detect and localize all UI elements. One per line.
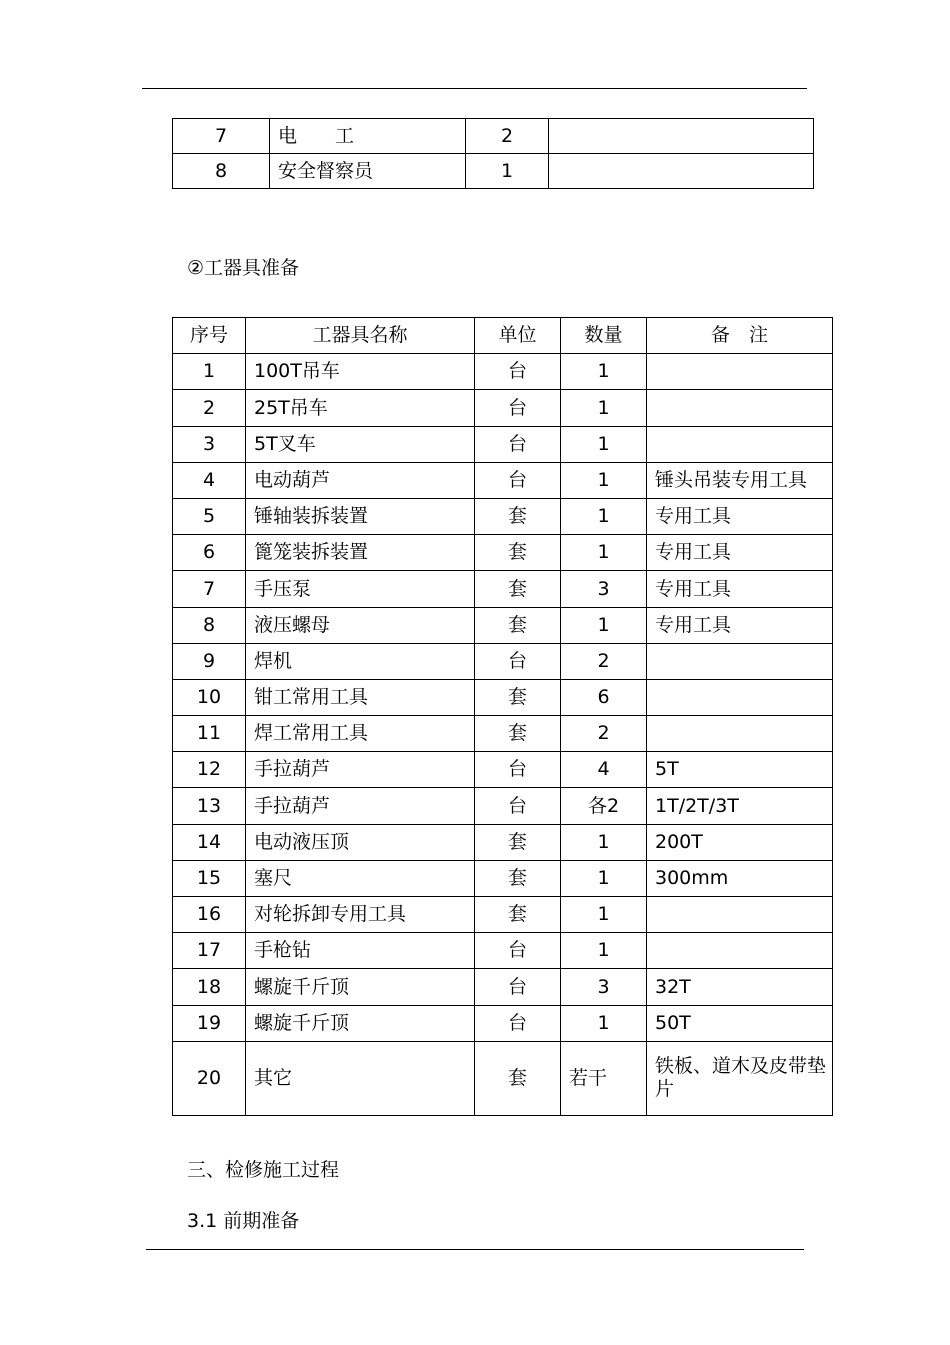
cell-note — [647, 716, 833, 752]
cell-qty: 1 — [561, 897, 647, 933]
cell-no: 3 — [173, 426, 246, 462]
cell-qty: 1 — [561, 535, 647, 571]
cell-note — [647, 354, 833, 390]
cell-name: 塞尺 — [246, 860, 475, 896]
cell-qty: 1 — [561, 860, 647, 896]
table-row — [173, 119, 814, 154]
cell-unit: 套 — [475, 897, 561, 933]
table-row — [173, 498, 833, 534]
cell-qty: 若干 — [561, 1041, 647, 1115]
cell-qty: 1 — [561, 498, 647, 534]
cell-no: 7 — [173, 119, 270, 154]
cell-note: 32T — [647, 969, 833, 1005]
table-row — [173, 607, 833, 643]
cell-qty: 1 — [561, 607, 647, 643]
cell-unit: 套 — [475, 571, 561, 607]
cell-name: 手枪钻 — [246, 933, 475, 969]
cell-name: 手拉葫芦 — [246, 788, 475, 824]
table-row — [173, 933, 833, 969]
cell-name: 手拉葫芦 — [246, 752, 475, 788]
cell-note — [647, 426, 833, 462]
tool-table-body — [173, 354, 833, 1116]
table-row — [173, 1041, 833, 1115]
cell-no: 17 — [173, 933, 246, 969]
cell-note: 铁板、道木及皮带垫片 — [647, 1041, 833, 1115]
cell-count: 1 — [466, 154, 549, 189]
prep-subsection-heading: 3.1 前期准备 — [187, 1210, 300, 1232]
cell-unit: 套 — [475, 498, 561, 534]
cell-note: 300mm — [647, 860, 833, 896]
cell-note — [647, 643, 833, 679]
cell-name: 手压泵 — [246, 571, 475, 607]
cell-name: 25T吊车 — [246, 390, 475, 426]
cell-unit: 套 — [475, 607, 561, 643]
cell-note: 锤头吊装专用工具 — [647, 462, 833, 498]
header-note: 备 注 — [647, 318, 833, 354]
cell-qty: 1 — [561, 933, 647, 969]
cell-note: 专用工具 — [647, 607, 833, 643]
footer-rule — [146, 1249, 804, 1250]
cell-no: 14 — [173, 824, 246, 860]
cell-unit: 台 — [475, 643, 561, 679]
cell-name: 其它 — [246, 1041, 475, 1115]
cell-note: 专用工具 — [647, 571, 833, 607]
cell-no: 2 — [173, 390, 246, 426]
cell-name: 电 工 — [270, 119, 466, 154]
tool-table-header-row — [173, 318, 833, 354]
cell-unit: 套 — [475, 535, 561, 571]
cell-name: 钳工常用工具 — [246, 679, 475, 715]
table-row — [173, 969, 833, 1005]
cell-name: 液压螺母 — [246, 607, 475, 643]
table-row — [173, 897, 833, 933]
table-row — [173, 752, 833, 788]
cell-qty: 1 — [561, 426, 647, 462]
cell-name: 焊机 — [246, 643, 475, 679]
cell-no: 6 — [173, 535, 246, 571]
cell-unit: 台 — [475, 788, 561, 824]
cell-note: 200T — [647, 824, 833, 860]
cell-unit: 台 — [475, 752, 561, 788]
header-unit: 单位 — [475, 318, 561, 354]
cell-qty: 3 — [561, 969, 647, 1005]
cell-qty: 1 — [561, 1005, 647, 1041]
cell-qty: 2 — [561, 643, 647, 679]
cell-no: 15 — [173, 860, 246, 896]
table-row — [173, 571, 833, 607]
header-rule — [142, 88, 807, 89]
personnel-table — [172, 118, 814, 189]
cell-note — [647, 679, 833, 715]
cell-note: 1T/2T/3T — [647, 788, 833, 824]
cell-no: 8 — [173, 607, 246, 643]
cell-no: 10 — [173, 679, 246, 715]
header-no: 序号 — [173, 318, 246, 354]
table-row — [173, 426, 833, 462]
header-name: 工器具名称 — [246, 318, 475, 354]
cell-no: 7 — [173, 571, 246, 607]
cell-unit: 台 — [475, 462, 561, 498]
cell-no: 4 — [173, 462, 246, 498]
cell-qty: 1 — [561, 354, 647, 390]
cell-note — [647, 390, 833, 426]
cell-note: 50T — [647, 1005, 833, 1041]
cell-unit: 台 — [475, 390, 561, 426]
cell-count: 2 — [466, 119, 549, 154]
tool-table — [172, 317, 833, 1116]
cell-unit: 台 — [475, 426, 561, 462]
table-row — [173, 535, 833, 571]
cell-note — [647, 933, 833, 969]
table-row — [173, 716, 833, 752]
table-row — [173, 462, 833, 498]
cell-name: 安全督察员 — [270, 154, 466, 189]
cell-name: 螺旋千斤顶 — [246, 969, 475, 1005]
cell-qty: 3 — [561, 571, 647, 607]
process-section-heading: 三、检修施工过程 — [187, 1159, 340, 1181]
cell-unit: 套 — [475, 716, 561, 752]
cell-qty: 1 — [561, 824, 647, 860]
cell-name: 螺旋千斤顶 — [246, 1005, 475, 1041]
table-row — [173, 860, 833, 896]
cell-unit: 台 — [475, 969, 561, 1005]
cell-qty: 6 — [561, 679, 647, 715]
cell-no: 9 — [173, 643, 246, 679]
cell-note: 专用工具 — [647, 535, 833, 571]
cell-note — [549, 119, 814, 154]
cell-no: 1 — [173, 354, 246, 390]
cell-name: 电动葫芦 — [246, 462, 475, 498]
cell-no: 12 — [173, 752, 246, 788]
cell-unit: 台 — [475, 933, 561, 969]
cell-unit: 套 — [475, 679, 561, 715]
cell-no: 16 — [173, 897, 246, 933]
cell-no: 11 — [173, 716, 246, 752]
table-row — [173, 154, 814, 189]
table-row — [173, 679, 833, 715]
header-qty: 数量 — [561, 318, 647, 354]
table-row — [173, 390, 833, 426]
cell-no: 5 — [173, 498, 246, 534]
cell-qty: 1 — [561, 462, 647, 498]
table-row — [173, 824, 833, 860]
personnel-table-body — [173, 119, 814, 189]
cell-note — [549, 154, 814, 189]
table-row — [173, 643, 833, 679]
cell-name: 焊工常用工具 — [246, 716, 475, 752]
cell-unit: 套 — [475, 824, 561, 860]
cell-name: 锤轴装拆装置 — [246, 498, 475, 534]
cell-name: 电动液压顶 — [246, 824, 475, 860]
cell-unit: 台 — [475, 354, 561, 390]
cell-name: 5T叉车 — [246, 426, 475, 462]
cell-note — [647, 897, 833, 933]
cell-unit: 套 — [475, 1041, 561, 1115]
cell-no: 20 — [173, 1041, 246, 1115]
tool-section-heading: ②工器具准备 — [187, 257, 300, 279]
cell-no: 19 — [173, 1005, 246, 1041]
table-row — [173, 1005, 833, 1041]
cell-qty: 各2 — [561, 788, 647, 824]
cell-unit: 台 — [475, 1005, 561, 1041]
cell-unit: 套 — [475, 860, 561, 896]
cell-qty: 1 — [561, 390, 647, 426]
cell-note: 专用工具 — [647, 498, 833, 534]
table-row — [173, 354, 833, 390]
cell-note: 5T — [647, 752, 833, 788]
cell-name: 100T吊车 — [246, 354, 475, 390]
cell-no: 13 — [173, 788, 246, 824]
cell-no: 18 — [173, 969, 246, 1005]
cell-no: 8 — [173, 154, 270, 189]
cell-name: 篦笼装拆装置 — [246, 535, 475, 571]
cell-qty: 4 — [561, 752, 647, 788]
table-row — [173, 788, 833, 824]
cell-name: 对轮拆卸专用工具 — [246, 897, 475, 933]
cell-qty: 2 — [561, 716, 647, 752]
